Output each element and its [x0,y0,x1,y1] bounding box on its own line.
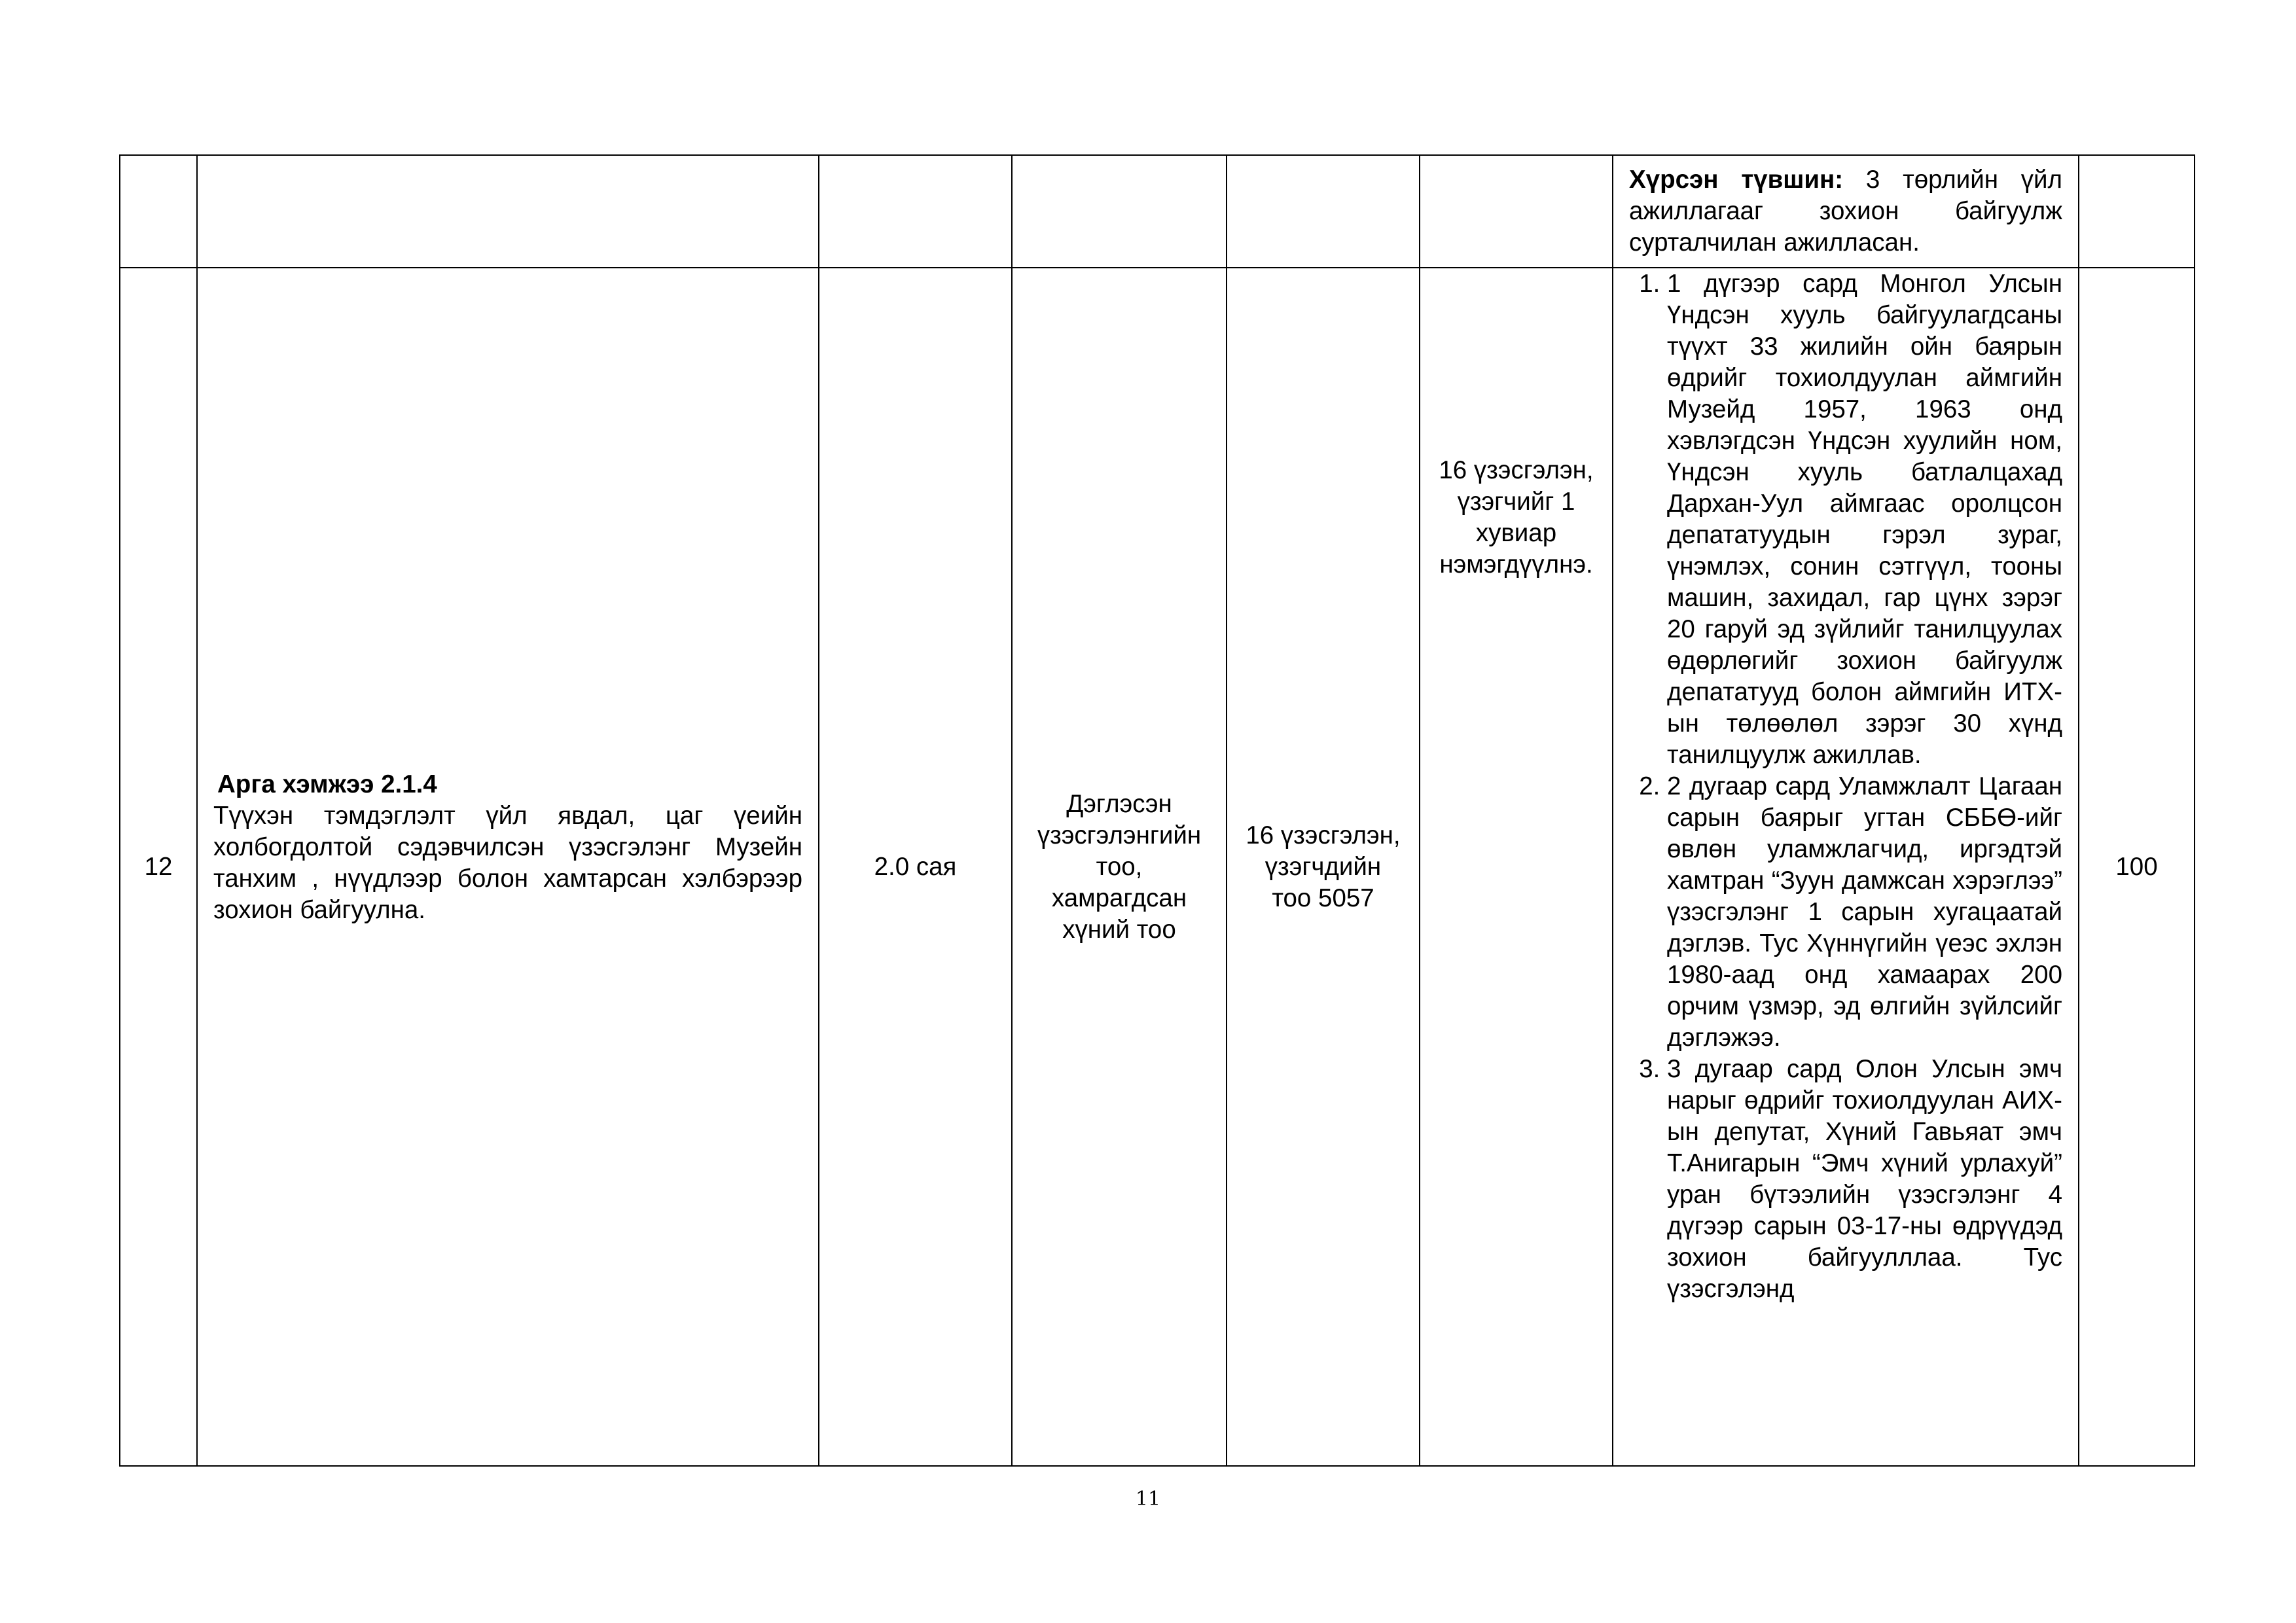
measure-cell [197,268,819,1466]
indicator-cell [1012,155,1227,268]
table-row [120,268,2195,1466]
list-item: 3. 3 дугаар сард Олон Улсын эмч нарыг өдрийг тохиолдуулан АИХ-ын депутат, Хүний Гавьяат эмч Т.Анигарын “Эмч хүний урлахуй” уран бүтээлийн үзэсгэлэнг 4 дүгээр сарын 03-17-ны өдрүүдэд зохион байгуулллаа. Тус үзэсгэлэнд [1667,1054,2062,1305]
budget-cell [819,155,1012,268]
report-cell [1613,155,2079,268]
achieved-label: Хүрсэн түвшин: [1629,166,1844,194]
score-value: 100 [2079,268,2195,1466]
budget-value: 2.0 сая [819,268,1012,1466]
report-list [1629,268,2062,1305]
list-item: 2. 2 дугаар сард Уламжлалт Цагаан сарын баярыг угтан СББӨ-ийг өвлөн уламжлагчид, иргэдтэй хамтран “Зуун дамжсан хэрэглээ” үзэсгэлэнг 1 сарын хугацаатай дэглэв. Тус Хүннүгийн үеэс эхлэн 1980-аад онд хамаарах 200 орчим үзмэр, эд өлгийн зүйлсийг дэглэжээ. [1667,771,2062,1054]
target-cell [1420,155,1613,268]
measure-description: Түүхэн тэмдэглэлт үйл явдал, цаг үеийн холбогдолтой сэдэвчилсэн үзэсгэлэнг Музейн танхим , нүүдлээр болон хамтарсан хэлбэрээр зохион байгуулна. [213,801,802,924]
report-table [119,154,2195,1467]
target-text: 16 үзэсгэлэн, үзэгчийг 1 хувиар нэмэгдүүлнэ. [1439,456,1594,579]
row-number: 12 [120,268,197,1466]
list-item: 1. 1 дүгээр сард Монгол Улсын Үндсэн хууль байгуулагдсаны түүхт 33 жилийн ойн баярын өдрийг тохиолдуулан аймгийн Музейд 1957, 1963 онд хэвлэгдсэн Үндсэн хуулийн ном, Үндсэн хууль батлалцахад Дархан-Уул аймгаас оролцсон депататуудын гэрэл зураг, үнэмлэх, сонин сэтгүүл, тооны машин, захидал, гар цүнх зэрэг 20 гаруй эд зүйлийг танилцуулах өдөрлөгийг зохион байгуулж депататууд болон аймгийн ИТХ-ын төлөөлөл зэрэг 30 хүнд танилцуулж ажиллав. [1667,268,2062,771]
table-row [120,155,2195,268]
score-cell [2079,155,2195,268]
achieved-text: 3 төрлийн үйл ажиллагааг зохион байгуулж сурталчилан ажилласан. [1629,166,2063,257]
number-cell [120,155,197,268]
page-number: 11 [1135,1488,1161,1510]
baseline-text: 16 үзэсгэлэн, үзэгчдийн тоо 5057 [1227,268,1420,1466]
measure-heading: Арга хэмжээ 2.1.4 [217,770,437,798]
measure-cell [197,155,819,268]
baseline-cell [1227,155,1420,268]
indicator-text: Дэглэсэн үзэсгэлэнгийн тоо, хамрагдсан хүний тоо [1012,268,1227,1466]
target-cell [1420,268,1613,1466]
report-cell [1613,268,2079,1466]
